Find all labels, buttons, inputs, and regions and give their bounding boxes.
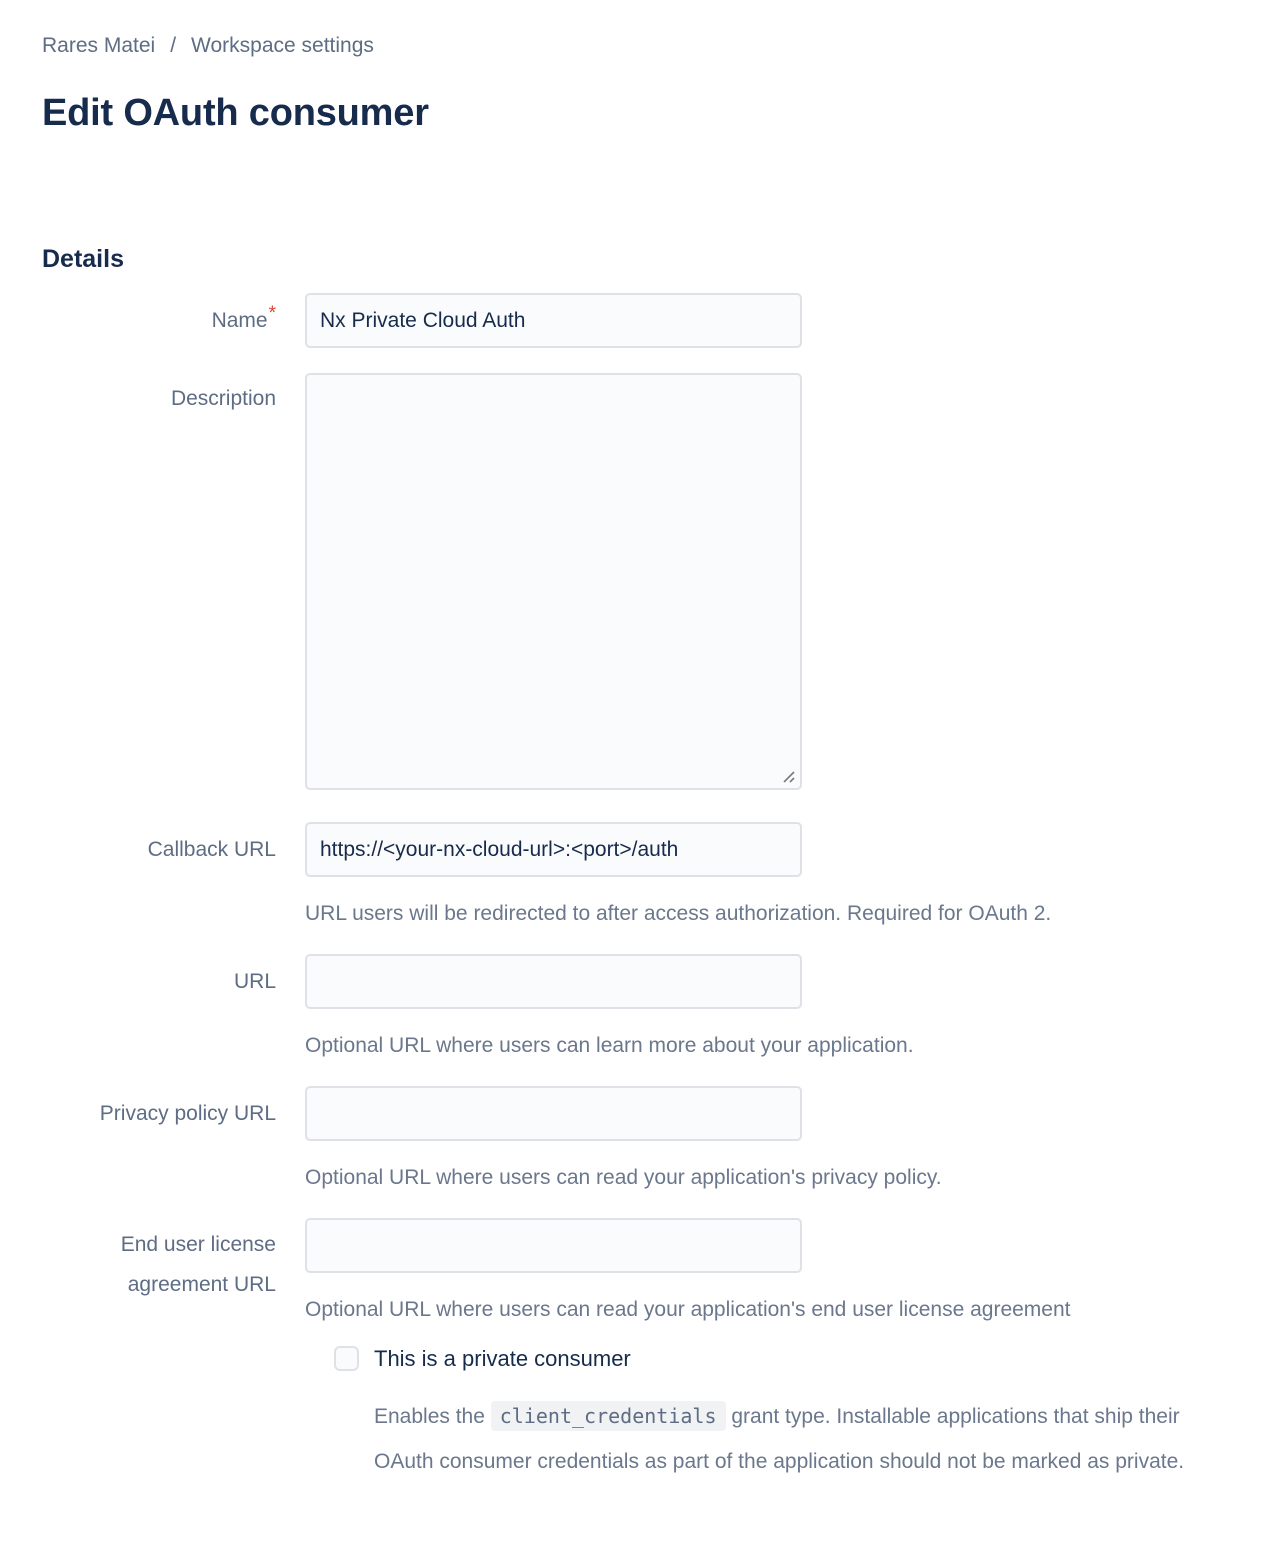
callback-url-label-text: Callback URL xyxy=(147,838,276,861)
breadcrumb xyxy=(42,33,1236,59)
private-consumer-row xyxy=(334,1345,1236,1372)
name-input[interactable] xyxy=(305,293,802,348)
private-consumer-checkbox[interactable] xyxy=(334,1346,359,1371)
resize-grip-icon[interactable] xyxy=(779,767,797,785)
url-help: Optional URL where users can learn more about your application. xyxy=(305,1034,914,1057)
url-control xyxy=(305,954,1236,1058)
callback-url-input[interactable] xyxy=(305,822,802,877)
eula-url-label-text: End user license agreement URL xyxy=(120,1233,276,1296)
private-consumer-description xyxy=(374,1394,1214,1484)
url-input[interactable] xyxy=(305,954,802,1009)
private-consumer-description-suffix: grant type. Installable applications that ship their OAuth consumer credentials as part of the application should not be marked as private. xyxy=(374,1405,1185,1473)
private-consumer-description-prefix: Enables the xyxy=(374,1405,491,1428)
eula-url-label xyxy=(42,1218,305,1305)
privacy-policy-url-row xyxy=(42,1086,1236,1190)
required-asterisk: * xyxy=(268,303,276,324)
description-label xyxy=(42,373,305,414)
privacy-policy-url-control xyxy=(305,1086,1236,1190)
privacy-policy-url-help: Optional URL where users can read your application's privacy policy. xyxy=(305,1166,942,1189)
client-credentials-code-chip: client_credentials xyxy=(491,1401,726,1431)
name-control xyxy=(305,293,1236,348)
breadcrumb-separator: / xyxy=(170,34,177,57)
name-label xyxy=(42,293,305,348)
breadcrumb-link-user[interactable]: Rares Matei xyxy=(42,34,156,57)
callback-url-help: URL users will be redirected to after access authorization. Required for OAuth 2. xyxy=(305,902,1052,925)
description-textarea[interactable] xyxy=(305,373,802,790)
privacy-policy-url-label-text: Privacy policy URL xyxy=(99,1102,276,1125)
name-label-text: Name xyxy=(211,309,268,332)
description-control xyxy=(305,373,1236,790)
oauth-consumer-form xyxy=(42,293,1236,1484)
callback-url-control xyxy=(305,822,1236,926)
callback-url-label xyxy=(42,822,305,877)
description-label-text: Description xyxy=(170,387,276,410)
privacy-policy-url-input[interactable] xyxy=(305,1086,802,1141)
eula-url-input[interactable] xyxy=(305,1218,802,1273)
url-row xyxy=(42,954,1236,1058)
url-label xyxy=(42,954,305,1009)
callback-url-row xyxy=(42,822,1236,926)
eula-url-control xyxy=(305,1218,1236,1322)
url-label-text: URL xyxy=(233,970,276,993)
name-row xyxy=(42,293,1236,348)
details-section-title: Details xyxy=(42,245,124,273)
privacy-policy-url-label xyxy=(42,1086,305,1141)
eula-url-row xyxy=(42,1218,1236,1322)
breadcrumb-link-workspace-settings[interactable]: Workspace settings xyxy=(191,34,374,57)
eula-url-help: Optional URL where users can read your application's end user license agreement xyxy=(305,1298,1071,1321)
page-title: Edit OAuth consumer xyxy=(42,92,429,134)
description-row xyxy=(42,373,1236,790)
private-consumer-label[interactable]: This is a private consumer xyxy=(374,1346,631,1371)
